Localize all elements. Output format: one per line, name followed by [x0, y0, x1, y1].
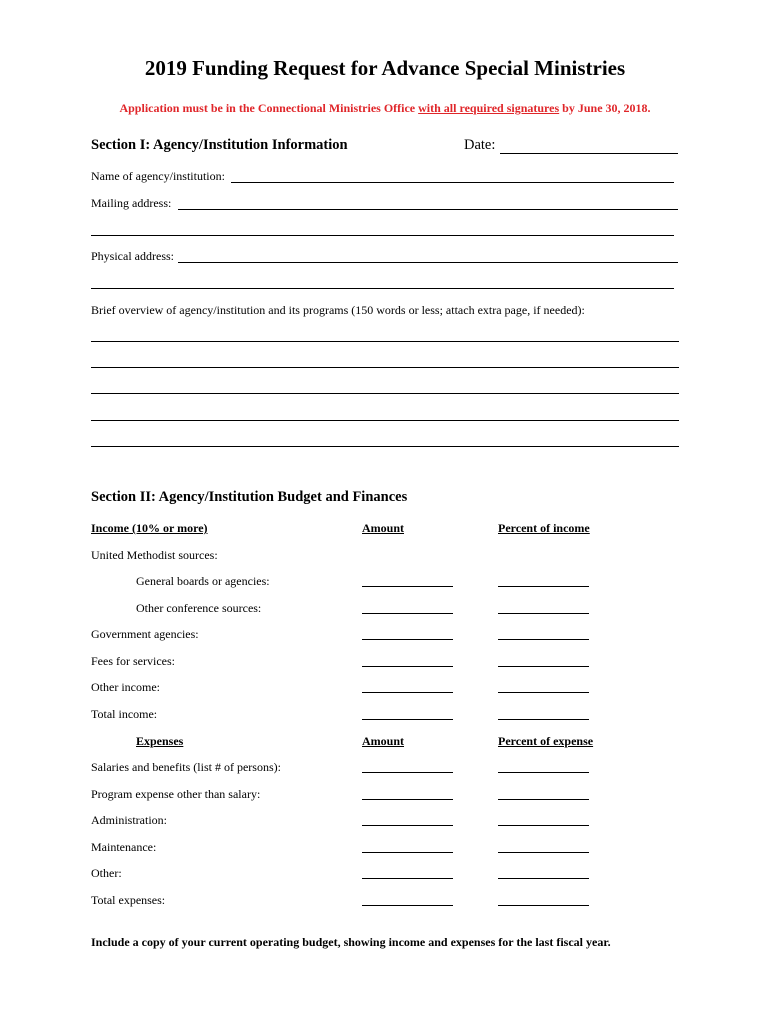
- income-row-label: Fees for services:: [91, 654, 175, 668]
- overview-line-2[interactable]: [91, 367, 679, 368]
- section1-heading: Section I: Agency/Institution Information: [91, 137, 348, 153]
- expense-row-label: Salaries and benefits (list # of persons):: [91, 760, 281, 774]
- expense-amount-field[interactable]: [362, 799, 453, 800]
- income-row-label: Other income:: [91, 680, 160, 694]
- mailing-address-field[interactable]: [178, 209, 678, 210]
- percent-expense-column-header: Percent of expense: [498, 734, 594, 748]
- overview-line-3[interactable]: [91, 393, 679, 394]
- income-row-label: Total income:: [91, 707, 158, 721]
- physical-address-field[interactable]: [178, 262, 678, 263]
- expenses-column-header: Expenses: [136, 734, 184, 748]
- income-percent-field[interactable]: [498, 639, 589, 640]
- expense-percent-field[interactable]: [498, 878, 589, 879]
- expense-amount-field[interactable]: [362, 905, 453, 906]
- income-percent-field[interactable]: [498, 719, 589, 720]
- date-label: Date:: [464, 137, 496, 153]
- expense-percent-field[interactable]: [498, 825, 589, 826]
- income-amount-field[interactable]: [362, 613, 453, 614]
- section2-heading: Section II: Agency/Institution Budget and Finances: [91, 489, 408, 505]
- income-row-label: Government agencies:: [91, 627, 199, 641]
- expense-row-label: Maintenance:: [91, 840, 157, 854]
- income-amount-field[interactable]: [362, 692, 453, 693]
- percent-income-column-header: Percent of income: [498, 521, 590, 535]
- income-percent-field[interactable]: [498, 666, 589, 667]
- expense-percent-field[interactable]: [498, 852, 589, 853]
- income-percent-field[interactable]: [498, 692, 589, 693]
- overview-line-4[interactable]: [91, 420, 679, 421]
- mailing-address-label: Mailing address:: [91, 196, 172, 210]
- income-amount-field[interactable]: [362, 666, 453, 667]
- overview-line-5[interactable]: [91, 446, 679, 447]
- income-amount-field[interactable]: [362, 586, 453, 587]
- submission-notice: [0, 101, 770, 116]
- expense-amount-field[interactable]: [362, 852, 453, 853]
- expense-amount-column-header: Amount: [362, 734, 405, 748]
- expense-amount-field[interactable]: [362, 772, 453, 773]
- amount-column-header: Amount: [362, 521, 405, 535]
- agency-name-label: Name of agency/institution:: [91, 169, 225, 183]
- income-group-label: United Methodist sources:: [91, 548, 218, 562]
- notice-text-underlined: with all required signatures: [418, 101, 560, 115]
- overview-line-1[interactable]: [91, 341, 679, 342]
- expense-row-label: Administration:: [91, 813, 167, 827]
- expense-row-label: Total expenses:: [91, 893, 166, 907]
- expense-amount-field[interactable]: [362, 878, 453, 879]
- notice-text-end: by June 30, 2018.: [559, 101, 651, 115]
- expense-percent-field[interactable]: [498, 905, 589, 906]
- income-percent-field[interactable]: [498, 586, 589, 587]
- agency-name-field[interactable]: [231, 182, 674, 183]
- income-amount-field[interactable]: [362, 639, 453, 640]
- expense-amount-field[interactable]: [362, 825, 453, 826]
- income-column-header: Income (10% or more): [91, 521, 208, 535]
- expense-percent-field[interactable]: [498, 772, 589, 773]
- income-amount-field[interactable]: [362, 719, 453, 720]
- page-title: 2019 Funding Request for Advance Special Ministries: [144, 56, 626, 80]
- date-field[interactable]: [500, 153, 678, 154]
- physical-address-label: Physical address:: [91, 249, 174, 263]
- physical-address-field-line2[interactable]: [91, 288, 674, 289]
- expense-percent-field[interactable]: [498, 799, 589, 800]
- overview-label: Brief overview of agency/institution and its programs (150 words or less; attach extra page, if needed):: [91, 303, 585, 317]
- expense-row-label: Other:: [91, 866, 122, 880]
- income-row-label: Other conference sources:: [136, 601, 262, 615]
- notice-text-start: Application must be in the Connectional Ministries Office: [119, 101, 419, 115]
- income-row-label: General boards or agencies:: [136, 574, 270, 588]
- mailing-address-field-line2[interactable]: [91, 235, 674, 236]
- income-percent-field[interactable]: [498, 613, 589, 614]
- footer-note: Include a copy of your current operating budget, showing income and expenses for the last fiscal year.: [91, 935, 611, 949]
- expense-row-label: Program expense other than salary:: [91, 787, 261, 801]
